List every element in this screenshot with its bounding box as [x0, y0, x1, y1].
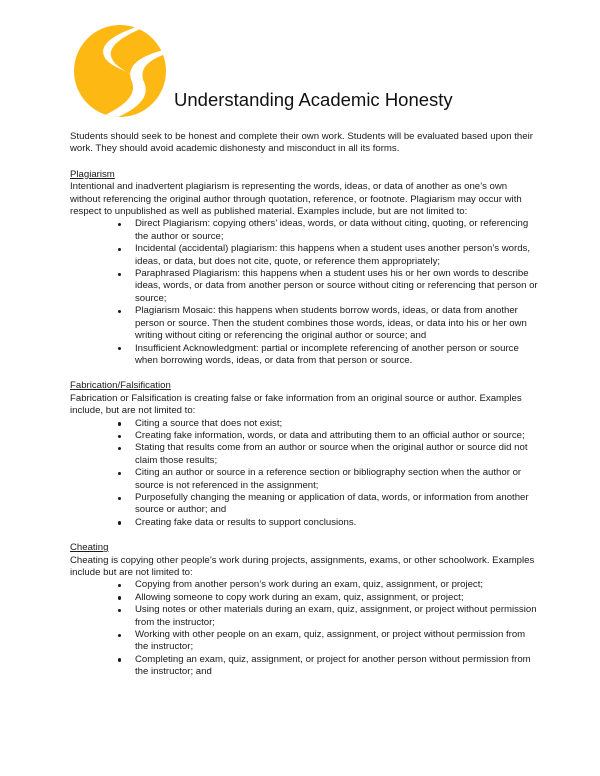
list-item: Creating fake data or results to support conclusions. — [135, 517, 538, 529]
list-item: Copying from another person’s work during an exam, quiz, assignment, or project; — [135, 579, 538, 591]
section-heading: Fabrication/Falsification — [70, 380, 171, 392]
section-heading: Plagiarism — [70, 168, 115, 180]
section-fabrication — [70, 380, 538, 529]
school-logo-icon — [74, 22, 166, 120]
section-cheating — [70, 542, 538, 678]
list-item: Completing an exam, quiz, assignment, or project for another person without permission from the instructor; and — [135, 654, 538, 679]
list-item: Plagiarism Mosaic: this happens when students borrow words, ideas, or data from another person or source. Then the student combines those words, ideas, or data into his or her own writing without citing or referencing the original author or source; and — [135, 305, 538, 342]
list-item: Working with other people on an exam, quiz, assignment, or project without permission from the instructor; — [135, 629, 538, 654]
section-heading: Cheating — [70, 542, 109, 554]
list-item: Citing an author or source in a reference section or bibliography section when the author or source is not referenced in the assignment; — [135, 467, 538, 492]
bullet-list — [70, 579, 538, 678]
bullet-list — [70, 418, 538, 530]
bullet-list — [70, 218, 538, 367]
section-description: Cheating is copying other people’s work during projects, assignments, exams, or other schoolwork. Examples include but are not limited to: — [70, 554, 535, 578]
page-title: Understanding Academic Honesty — [174, 89, 453, 110]
list-item: Direct Plagiarism: copying others’ ideas, words, or data without citing, quoting, or referencing the author or source; — [135, 218, 538, 243]
list-item: Incidental (accidental) plagiarism: this happens when a student uses another person’s words, ideas, or data, but does not cite, quote, or reference them appropriately; — [135, 243, 538, 268]
section-description: Intentional and inadvertent plagiarism is representing the words, ideas, or data of another as one’s own without referencing the original author through quotation, reference, or footnote. Plagiarism may occur with respect to unpublished as well as published material. Examples include, but are not limited to: — [70, 181, 522, 218]
list-item: Citing a source that does not exist; — [135, 418, 538, 430]
list-item: Purposefully changing the meaning or application of data, words, or information from another source or author; and — [135, 492, 538, 517]
list-item: Insufficient Acknowledgment: partial or incomplete referencing of another person or source when borrowing words, ideas, or data from that person or source. — [135, 343, 538, 368]
list-item: Creating fake information, words, or data and attributing them to an official author or source; — [135, 430, 538, 442]
list-item: Stating that results come from an author or source when the original author or source did not claim those results; — [135, 442, 538, 467]
list-item: Paraphrased Plagiarism: this happens when a student uses his or her own words to describe ideas, words, or data from another person or source without citing or referencing that person or source; — [135, 268, 538, 304]
section-description: Fabrication or Falsification is creating false or fake information from an original source or author. Examples include, but are not limited to: — [70, 392, 522, 417]
document-body — [70, 131, 538, 692]
section-plagiarism — [70, 169, 538, 368]
list-item: Using notes or other materials during an exam, quiz, assignment, or project without permission from the instructor; — [135, 604, 537, 628]
list-item: Allowing someone to copy work during an exam, quiz, assignment, or project; — [135, 592, 538, 604]
intro-paragraph: Students should seek to be honest and complete their own work. Students will be evaluated based upon their work. They should avoid academic dishonesty and misconduct in all its forms. — [70, 131, 533, 155]
